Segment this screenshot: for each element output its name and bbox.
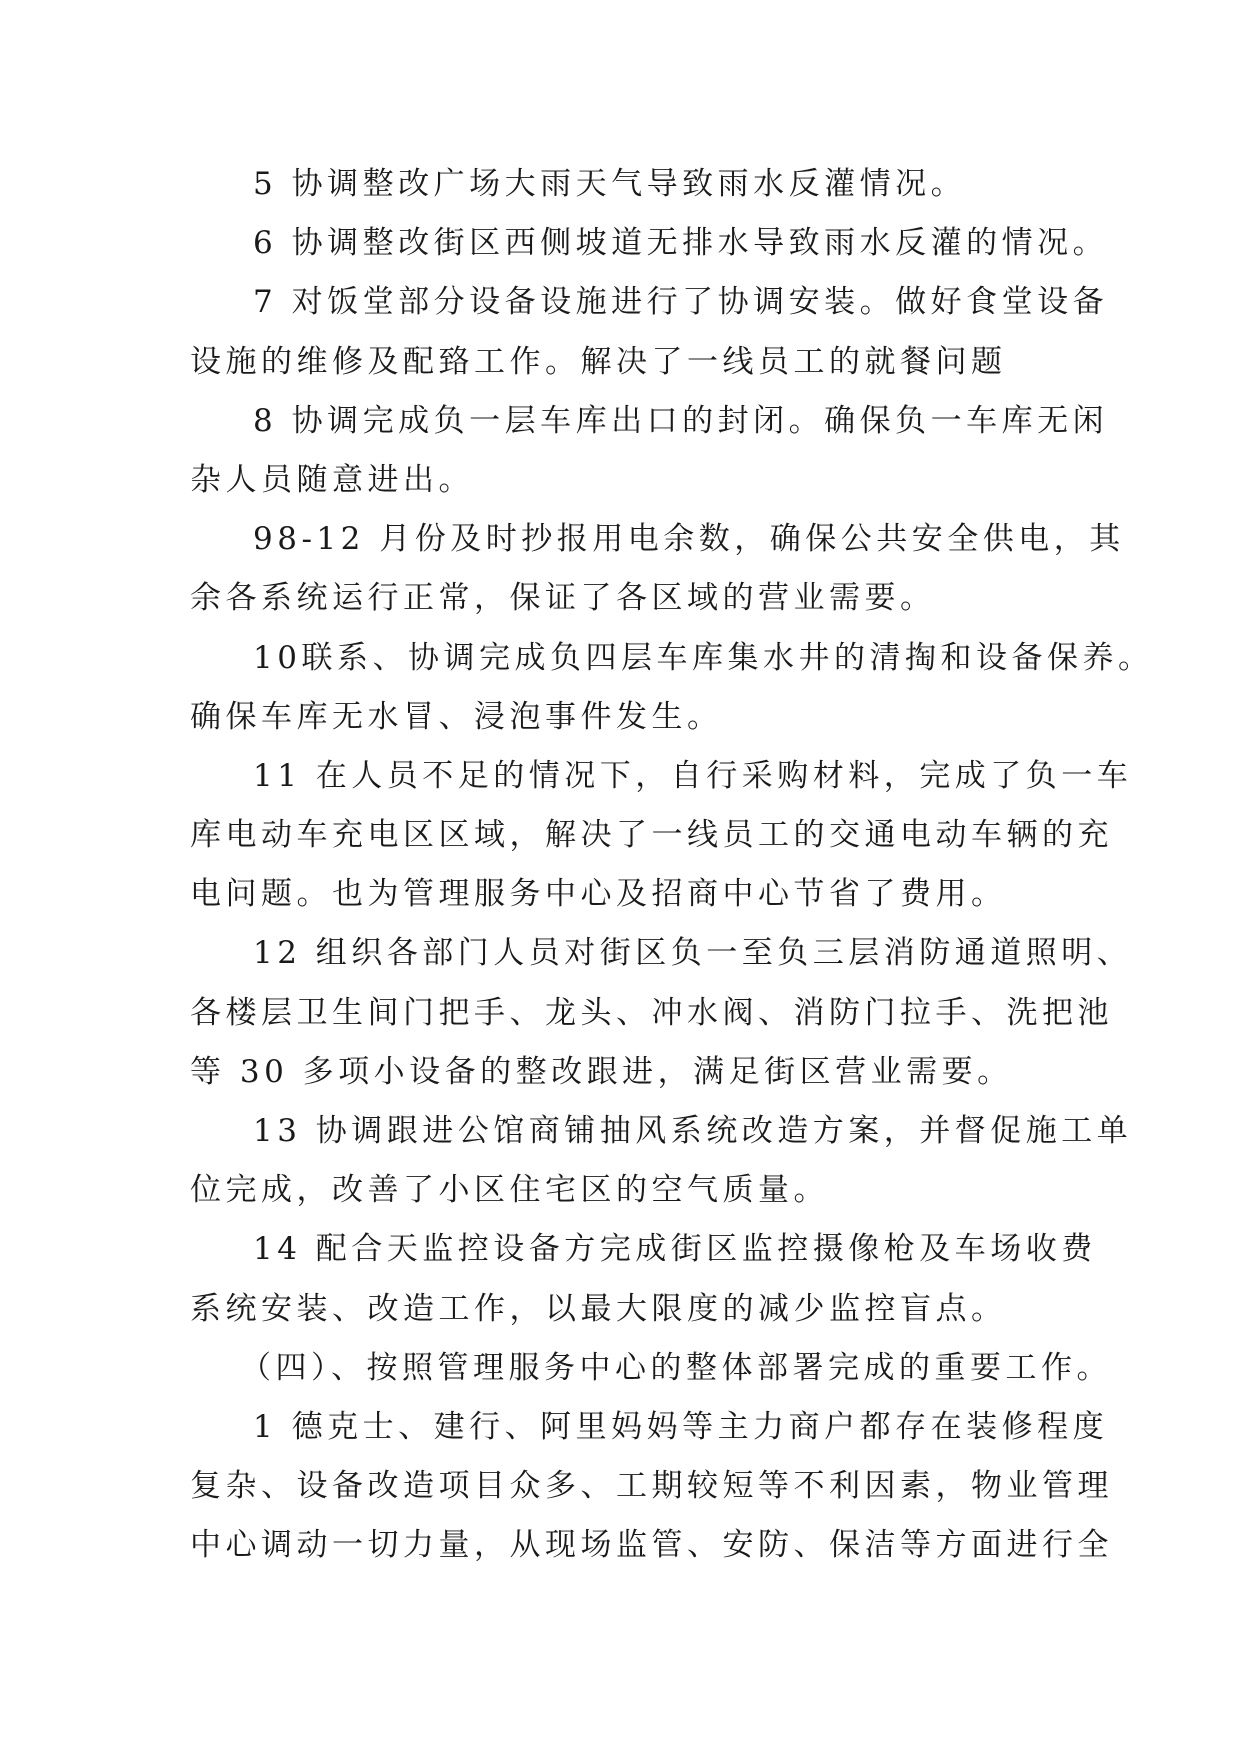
paragraph-item-12-line-2: 各楼层卫生间门把手、龙头、冲水阀、消防门拉手、洗把池 (190, 994, 1113, 1031)
paragraph-item-6: 6 协调整改街区西侧坡道无排水导致雨水反灌的情况。 (253, 225, 1109, 262)
paragraph-item-9-line-2: 余各系统运行正常，保证了各区域的营业需要。 (190, 580, 936, 617)
paragraph-item-7-line-1: 7 对饭堂部分设备设施进行了协调安装。做好食堂设备 (253, 284, 1109, 321)
paragraph-item-13-line-2: 位完成，改善了小区住宅区的空气质量。 (190, 1172, 829, 1209)
paragraph-item-5: 5 协调整改广场大雨天气导致雨水反灌情况。 (253, 166, 967, 202)
paragraph-item-11-line-1: 11 在人员不足的情况下，自行采购材料，完成了负一车 (253, 757, 1133, 794)
paragraph-item-11-line-3: 电问题。也为管理服务中心及招商中心节省了费用。 (190, 876, 1007, 913)
paragraph-item-12-line-1: 12 组织各部门人员对街区负一至负三层消防通道照明、 (253, 935, 1133, 972)
paragraph-item-11-line-2: 库电动车充电区区域，解决了一线员工的交通电动车辆的充 (190, 817, 1113, 854)
paragraph-item-14-line-2: 系统安装、改造工作，以最大限度的减少监控盲点。 (190, 1290, 1007, 1327)
paragraph-item-10-line-2: 确保车库无水冒、浸泡事件发生。 (190, 698, 723, 735)
paragraph-item-12-line-3: 等 30 多项小设备的整改跟进，满足街区营业需要。 (190, 1053, 1013, 1090)
paragraph-item-1-line-3: 中心调动一切力量，从现场监管、安防、保洁等方面进行全 (190, 1527, 1113, 1564)
paragraph-item-13-line-1: 13 协调跟进公馆商铺抽风系统改造方案，并督促施工单 (253, 1113, 1133, 1149)
paragraph-item-9-line-1: 98-12 月份及时抄报用电余数，确保公共安全供电，其 (253, 521, 1125, 558)
paragraph-item-10-line-1: 10联系、协调完成负四层车库集水井的清掏和设备保养。 (253, 639, 1154, 676)
paragraph-item-1-line-2: 复杂、设备改造项目众多、工期较短等不利因素，物业管理 (190, 1468, 1113, 1505)
paragraph-item-8-line-1: 8 协调完成负一层车库出口的封闭。确保负一车库无闲 (253, 402, 1109, 439)
paragraph-item-1-line-1: 1 德克士、建行、阿里妈妈等主力商户都存在装修程度 (253, 1408, 1109, 1445)
paragraph-item-8-line-2: 杂人员随意进出。 (190, 461, 474, 498)
section-heading-4: （四）、按照管理服务中心的整体部署完成的重要工作。 (240, 1349, 1112, 1386)
paragraph-item-14-line-1: 14 配合天监控设备方完成街区监控摄像枪及车场收费 (253, 1231, 1097, 1268)
paragraph-item-7-line-2: 设施的维修及配臵工作。解决了一线员工的就餐问题 (190, 343, 1007, 380)
document-body (190, 155, 1154, 1576)
